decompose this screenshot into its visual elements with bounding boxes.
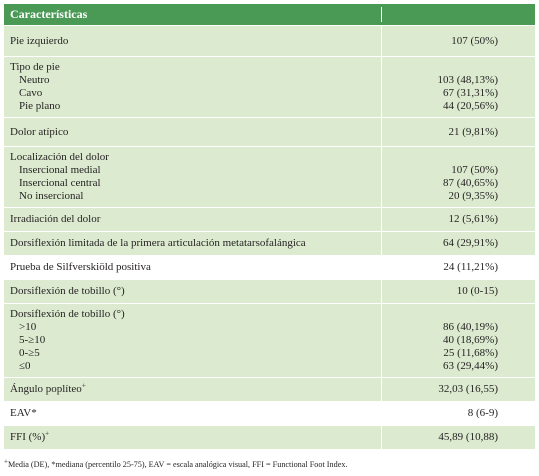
sub-label: ≤0 (19, 360, 31, 372)
table-row (4, 280, 535, 304)
sub-label: 5-≥10 (19, 334, 46, 346)
table-row (4, 118, 535, 147)
sub-label: >10 (19, 321, 37, 333)
sub-value: 103 (48,13%) (437, 74, 498, 86)
row-label: Ángulo poplíteo (10, 383, 82, 395)
row-label: Dolor atípico (10, 125, 69, 138)
row-label: Tipo de pie (10, 61, 60, 73)
table-row (4, 147, 535, 208)
header-value (382, 4, 535, 26)
row-value: 64 (29,91%) (443, 237, 498, 249)
row-label: Pie izquierdo (10, 34, 69, 47)
row-label: Dorsiflexión de tobillo (°) (10, 308, 125, 320)
sub-value: 67 (31,31%) (443, 87, 498, 99)
row-value: 12 (5,61%) (448, 213, 498, 225)
row-value: 21 (9,81%) (448, 125, 498, 138)
row-value: 107 (50%) (451, 34, 498, 47)
sub-value: 25 (11,68%) (443, 347, 498, 359)
row-label: Irradiación del dolor (10, 213, 101, 225)
sub-label: No insercional (19, 190, 84, 202)
sub-label: Neutro (19, 74, 50, 86)
sub-value: 107 (50%) (451, 164, 498, 176)
table-row (4, 402, 535, 426)
row-label: FFI (%) (10, 431, 46, 443)
row-label: EAV* (10, 407, 37, 419)
footnote-marker: + (81, 381, 86, 390)
row-label: Dorsiflexión limitada de la primera articulación metatarsofalángica (10, 237, 306, 249)
row-value: 10 (0-15) (456, 285, 498, 297)
table-row (4, 57, 535, 118)
table-row (4, 26, 535, 57)
header-characteristics: Características (4, 7, 382, 22)
row-label: Prueba de Silfverskiöld positiva (10, 261, 151, 273)
characteristics-table (4, 4, 535, 450)
table-row (4, 232, 535, 256)
sub-value: 44 (20,56%) (443, 100, 498, 112)
sub-label: 0-≥5 (19, 347, 40, 359)
table-header (4, 4, 535, 26)
sub-value: 20 (9,35%) (448, 190, 498, 202)
sub-label: Insercional medial (19, 164, 101, 176)
sub-label: Pie plano (19, 100, 61, 112)
sub-value: 40 (18,69%) (443, 334, 498, 346)
footnote-marker: + (45, 429, 50, 438)
row-value: 24 (11,21%) (443, 261, 498, 273)
sub-label: Insercional central (19, 177, 101, 189)
row-label: Localización del dolor (10, 151, 109, 163)
footnote-marker: + (4, 457, 8, 466)
row-value: 32,03 (16,55) (438, 383, 498, 395)
table-row (4, 256, 535, 280)
table-row (4, 304, 535, 378)
table-footnote (4, 457, 348, 469)
row-label: Dorsiflexión de tobillo (°) (10, 285, 125, 297)
footnote-text: Media (DE), *mediana (percentilo 25-75), EAV = escala analógica visual, FFI = Functional Foot Index. (7, 460, 348, 469)
table-row (4, 208, 535, 232)
sub-value: 63 (29,44%) (443, 360, 498, 372)
sub-value: 87 (40,65%) (443, 177, 498, 189)
row-value: 8 (6-9) (467, 407, 498, 419)
sub-label: Cavo (19, 87, 43, 99)
row-value: 45,89 (10,88) (438, 431, 498, 443)
table-row (4, 378, 535, 402)
sub-value: 86 (40,19%) (443, 321, 498, 333)
table-row (4, 426, 535, 450)
